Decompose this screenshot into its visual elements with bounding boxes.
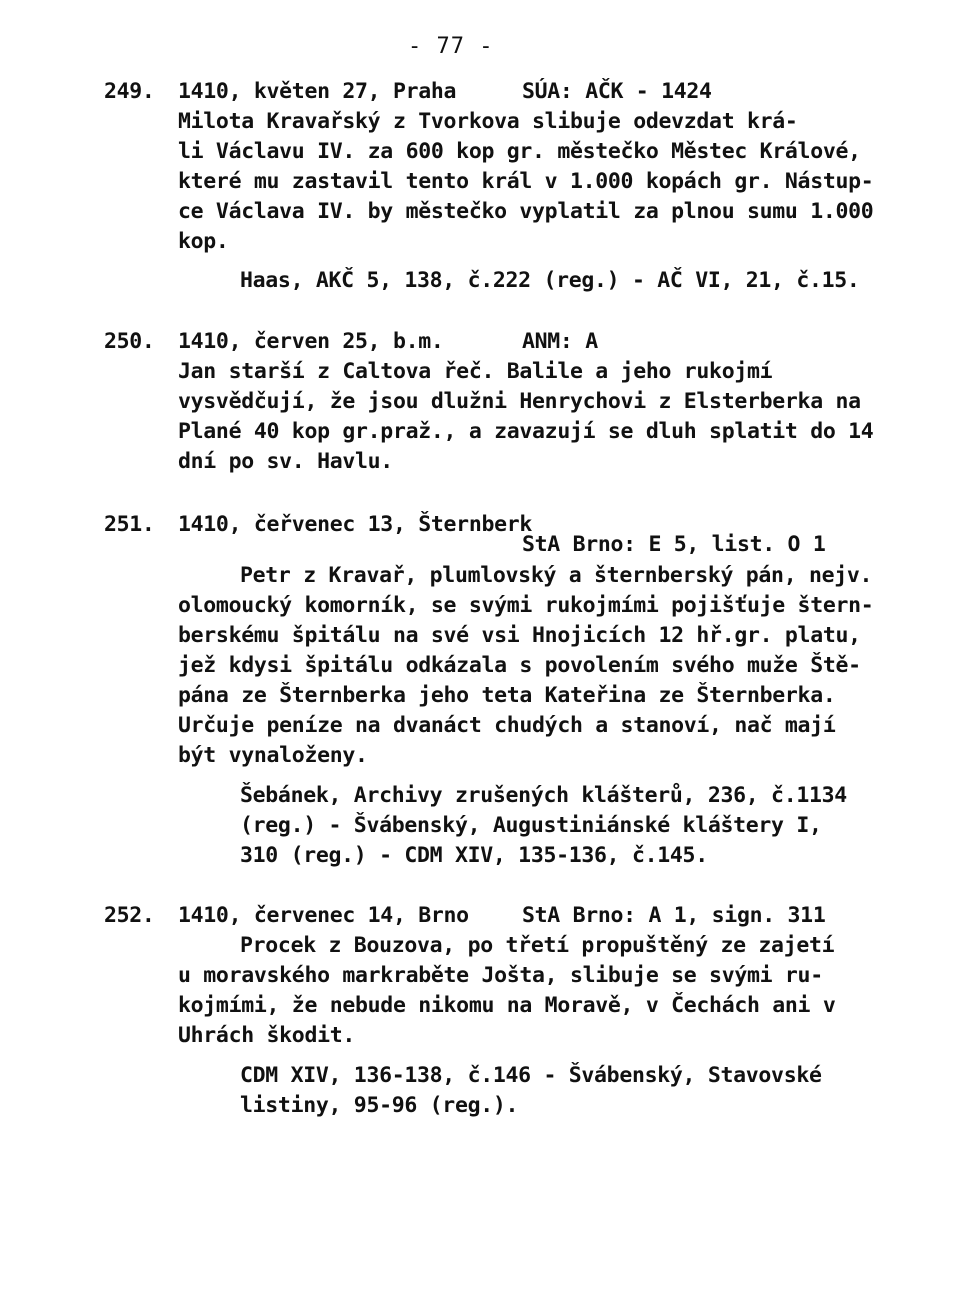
page-number: - 77 - (408, 34, 494, 59)
entry-body-line: pána ze Šternberka jeho teta Kateřina ze Šternberka. (178, 683, 836, 708)
entry-number: 251. (104, 512, 155, 537)
entry-body-line: kojmími, že nebude nikomu na Moravě, v Čechách ani v (178, 993, 836, 1018)
entry-body-line: vysvědčují, že jsou dlužni Henrychovi z Elsterberka na (178, 389, 861, 414)
entry-body-line: u moravského markraběte Jošta, slibuje se svými ru- (178, 963, 823, 988)
entry-number: 250. (104, 329, 155, 354)
entry-number: 252. (104, 903, 155, 928)
entry-body-line: které mu zastavil tento král v 1.000 kopách gr. Nástup- (178, 169, 874, 194)
entry-body-line: Procek z Bouzova, po třetí propuštěný ze zajetí (240, 933, 835, 958)
entry-reference: listiny, 95-96 (reg.). (240, 1093, 519, 1118)
entry-reference: (reg.) - Švábenský, Augustiniánské kláštery I, (240, 813, 822, 838)
entry-number: 249. (104, 79, 155, 104)
entry-archive: ANM: A (522, 329, 598, 354)
entry-body-line: jež kdysi špitálu odkázala s povolením svého muže Ště- (178, 653, 861, 678)
entry-body-line: Určuje peníze na dvanáct chudých a stanoví, nač mají (178, 713, 836, 738)
entry-body-line: kop. (178, 229, 229, 254)
entry-archive: StA Brno: E 5, list. O 1 (522, 532, 826, 557)
entry-body-line: dní po sv. Havlu. (178, 449, 393, 474)
entry-reference: 310 (reg.) - CDM XIV, 135-136, č.145. (240, 843, 708, 868)
entry-body-line: být vynaloženy. (178, 743, 368, 768)
entry-body-line: Petr z Kravař, plumlovský a šternberský pán, nejv. (240, 563, 873, 588)
entry-date-place: 1410, červen 25, b.m. (178, 329, 444, 354)
entry-body-line: Uhrách škodit. (178, 1023, 356, 1048)
entry-date-place: 1410, červenec 14, Brno (178, 903, 469, 928)
entry-body-line: Jan starší z Caltova řeč. Balile a jeho rukojmí (178, 359, 773, 384)
entry-body-line: Milota Kravařský z Tvorkova slibuje odevzdat krá- (178, 109, 798, 134)
entry-body-line: ce Václava IV. by městečko vyplatil za plnou sumu 1.000 (178, 199, 874, 224)
entry-date-place: 1410, květen 27, Praha (178, 79, 457, 104)
entry-date-place: 1410, čeřvenec 13, Šternberk (178, 512, 533, 537)
entry-archive: SÚA: AČK - 1424 (522, 79, 712, 104)
entry-reference: Haas, AKČ 5, 138, č.222 (reg.) - AČ VI, 21, č.15. (240, 268, 860, 293)
entry-body-line: Plané 40 kop gr.praž., a zavazují se dluh splatit do 14 (178, 419, 874, 444)
entry-reference: CDM XIV, 136-138, č.146 - Švábenský, Stavovské (240, 1063, 822, 1088)
entry-body-line: li Václavu IV. za 600 kop gr. městečko Městec Králové, (178, 139, 861, 164)
entry-body-line: olomoucký komorník, se svými rukojmími pojišťuje štern- (178, 593, 874, 618)
entry-archive: StA Brno: A 1, sign. 311 (522, 903, 826, 928)
entry-body-line: berskému špitálu na své vsi Hnojicích 12 hř.gr. platu, (178, 623, 861, 648)
entry-reference: Šebánek, Archivy zrušených klášterů, 236, č.1134 (240, 783, 847, 808)
